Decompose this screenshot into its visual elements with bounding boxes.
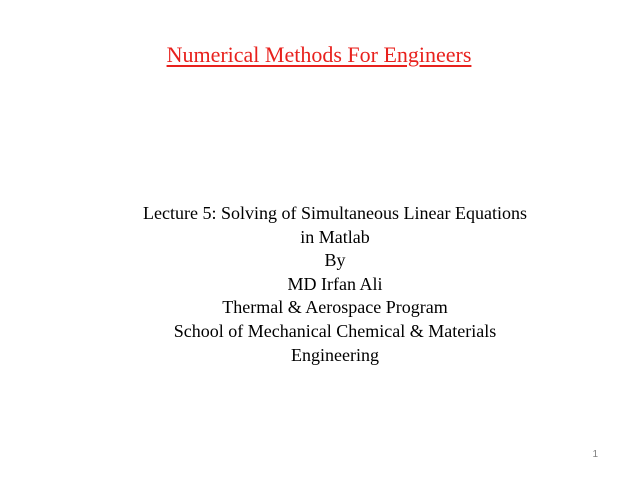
slide-title-text: Numerical Methods For Engineers [166, 42, 472, 67]
author-name: MD Irfan Ali [287, 273, 383, 294]
by-label: By [324, 250, 346, 271]
slide-title [0, 40, 638, 70]
lecture-topic-line-1: Lecture 5: Solving of Simultaneous Linear Equations [143, 203, 527, 223]
school-name-line-1: School of Mechanical Chemical & Materials [173, 320, 497, 341]
slide-page-number: 1 [592, 449, 598, 460]
lecture-topic-line-2: in Matlab [300, 226, 370, 247]
program-name: Thermal & Aerospace Program [222, 297, 448, 318]
lecture-info-block [80, 202, 590, 367]
school-name-line-2: Engineering [291, 344, 379, 365]
